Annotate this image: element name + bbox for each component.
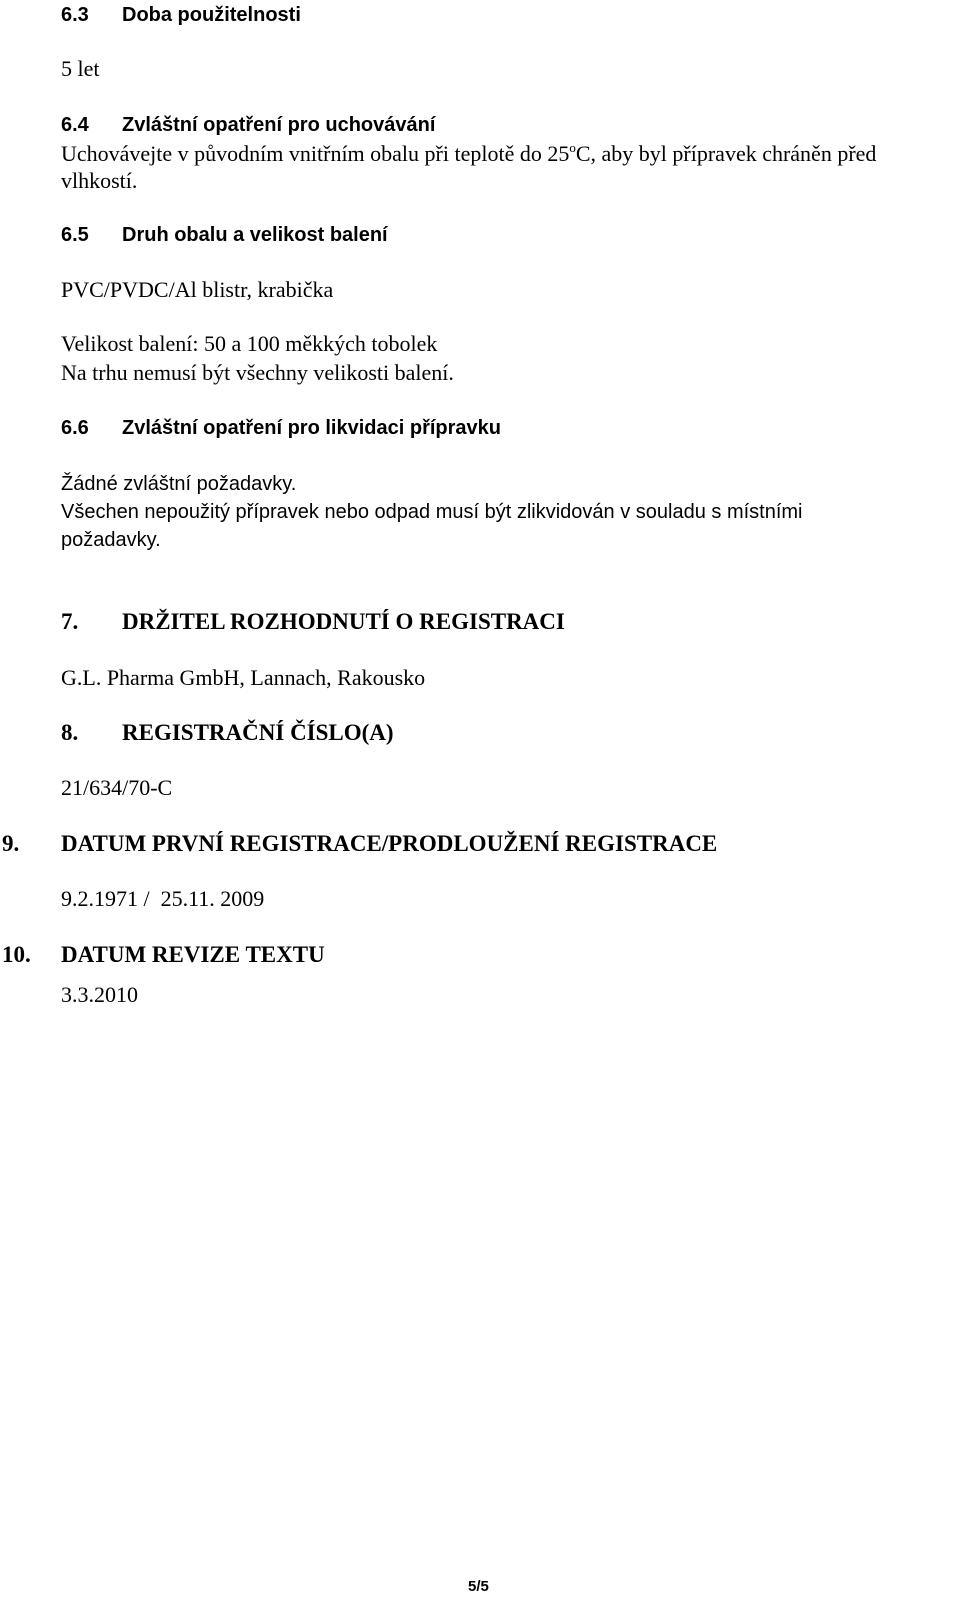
pack-availability-note: Na trhu nemusí být všechny velikosti balení. (61, 360, 454, 385)
section-6-5-heading: Druh obalu a velikost balení (122, 224, 388, 246)
disposal-text-line-2: Všechen nepoužitý přípravek nebo odpad musí být zlikvidován v souladu s místními (61, 501, 803, 523)
registration-dates-text: 9.2.1971 / 25.11. 2009 (61, 886, 265, 911)
registration-number-text: 21/634/70-C (61, 775, 173, 800)
section-10-heading: DATUM REVIZE TEXTU (61, 942, 325, 967)
section-6-5-number: 6.5 (61, 224, 89, 246)
packaging-type-text: PVC/PVDC/Al blistr, krabička (61, 277, 334, 302)
page-number: 5/5 (468, 1578, 489, 1595)
section-6-4-heading: Zvláštní opatření pro uchovávání (122, 114, 436, 136)
section-10-number: 10. (2, 942, 31, 967)
disposal-text-line-1: Žádné zvláštní požadavky. (61, 473, 297, 495)
storage-instruction-line-2: vlhkostí. (61, 168, 138, 193)
storage-instruction-line-1: Uchovávejte v původním vnitřním obalu při teplotě do 25$^o$C, aby byl přípravek chráněn před (61, 140, 877, 166)
section-9-number: 9. (2, 831, 20, 856)
section-6-6-heading: Zvláštní opatření pro likvidaci přípravku (122, 417, 501, 439)
section-6-6-number: 6.6 (61, 417, 89, 439)
disposal-text-line-3: požadavky. (61, 529, 161, 551)
shelf-life-text: 5 let (61, 56, 100, 81)
section-8-number: 8. (61, 720, 79, 745)
section-6-3-heading: Doba použitelnosti (122, 4, 301, 26)
section-8-heading: REGISTRAČNÍ ČÍSLO(A) (122, 720, 394, 745)
mah-text: G.L. Pharma GmbH, Lannach, Rakousko (61, 665, 426, 690)
pack-size-text: Velikost balení: 50 a 100 měkkých tobolek (61, 331, 438, 356)
section-7-number: 7. (61, 609, 79, 634)
section-6-4-number: 6.4 (61, 114, 89, 136)
section-7-heading: DRŽITEL ROZHODNUTÍ O REGISTRACI (122, 609, 565, 634)
section-9-heading: DATUM PRVNÍ REGISTRACE/PRODLOUŽENÍ REGISTRACE (61, 831, 718, 856)
section-6-3-number: 6.3 (61, 4, 89, 26)
revision-date-text: 3.3.2010 (61, 982, 138, 1007)
